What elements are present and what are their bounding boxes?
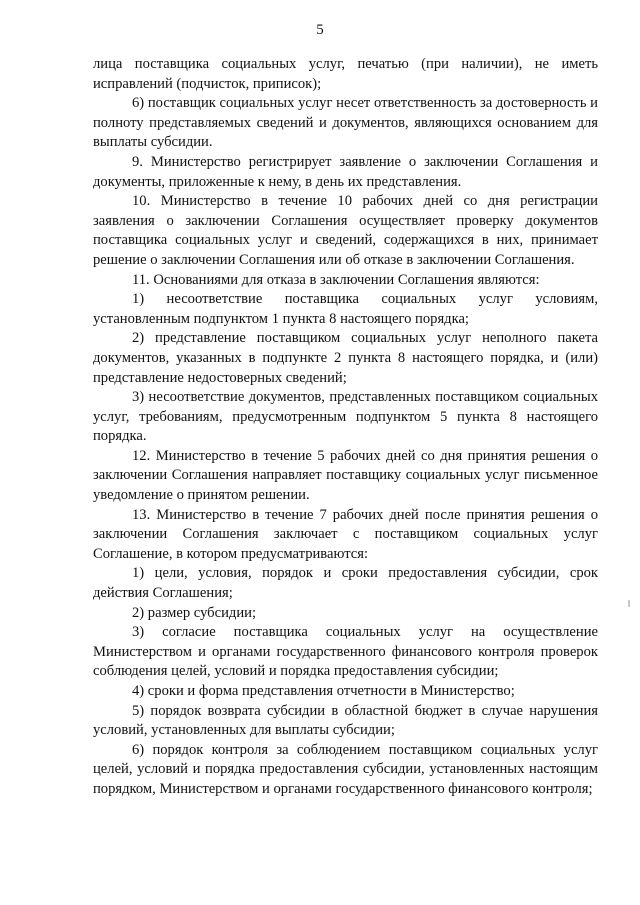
paragraph-clause-11: 11. Основаниями для отказа в заключении Соглашения являются: [132, 271, 540, 288]
paragraph-continuation: лица поставщика социальных услуг, печатью (при наличии), не иметь исправлений (подчисток, приписок); [93, 56, 598, 92]
paragraph-item-6: 6) поставщик социальных услуг несет ответственность за достоверность и полноту представляемых сведений и документов, являющихся основанием для выплаты субсидии. [93, 95, 598, 151]
paragraph-clause-12: 12. Министерство в течение 5 рабочих дней со дня принятия решения о заключении Соглашения направляет поставщику социальных услуг письменное уведомление о принятом решении. [93, 447, 598, 504]
paragraph-13-item-4: 4) сроки и форма представления отчетности в Министерство; [132, 683, 515, 699]
margin-scan-mark [628, 600, 630, 607]
document-body [93, 55, 598, 800]
paragraph-13-item-5: 5) порядок возврата субсидии в областной бюджет в случае нарушения условий, установленных для выплаты субсидии; [93, 702, 598, 739]
paragraph-13-item-6: 6) порядок контроля за соблюдением поставщиком социальных услуг целей, условий и порядка предоставления субсидии, установленных настоящим порядком, Министерством и органами государственного финансового контроля; [93, 741, 598, 797]
paragraph-clause-9: 9. Министерство регистрирует заявление о заключении Соглашения и документы, приложенные к нему, в день их представления. [93, 153, 598, 190]
paragraph-clause-10: 10. Министерство в течение 10 рабочих дней со дня регистрации заявления о заключении Соглашения осуществляет проверку документов поставщика социальных услуг и сведений, содержащихся в них, принимает решение о заключении Соглашения или об отказе в заключении Соглашения. [93, 193, 598, 268]
paragraph-11-item-1: 1) несоответствие поставщика социальных услуг условиям, установленным подпунктом 1 пункта 8 настоящего порядка; [93, 291, 598, 327]
paragraph-13-item-3: 3) согласие поставщика социальных услуг на осуществление Министерством и органами государственного финансового контроля проверок соблюдения целей, условий и порядка предоставления субсидии; [93, 624, 598, 680]
paragraph-11-item-3: 3) несоответствие документов, представленных поставщиком социальных услуг, требованиям, предусмотренным подпунктом 5 пункта 8 настоящего порядка. [93, 389, 598, 445]
paragraph-13-item-2: 2) размер субсидии; [132, 604, 256, 621]
paragraph-13-item-1: 1) цели, условия, порядок и сроки предоставления субсидии, срок действия Соглашения; [93, 565, 598, 602]
paragraph-clause-13: 13. Министерство в течение 7 рабочих дней после принятия решения о заключении Соглашения заключает с поставщиком социальных услуг Соглашение, в котором предусматриваются: [93, 506, 598, 562]
page-number: 5 [316, 22, 324, 38]
paragraph-11-item-2: 2) представление поставщиком социальных услуг неполного пакета документов, указанных в подпункте 2 пункта 8 настоящего порядка, и (или) представление недостоверных сведений; [93, 330, 598, 386]
